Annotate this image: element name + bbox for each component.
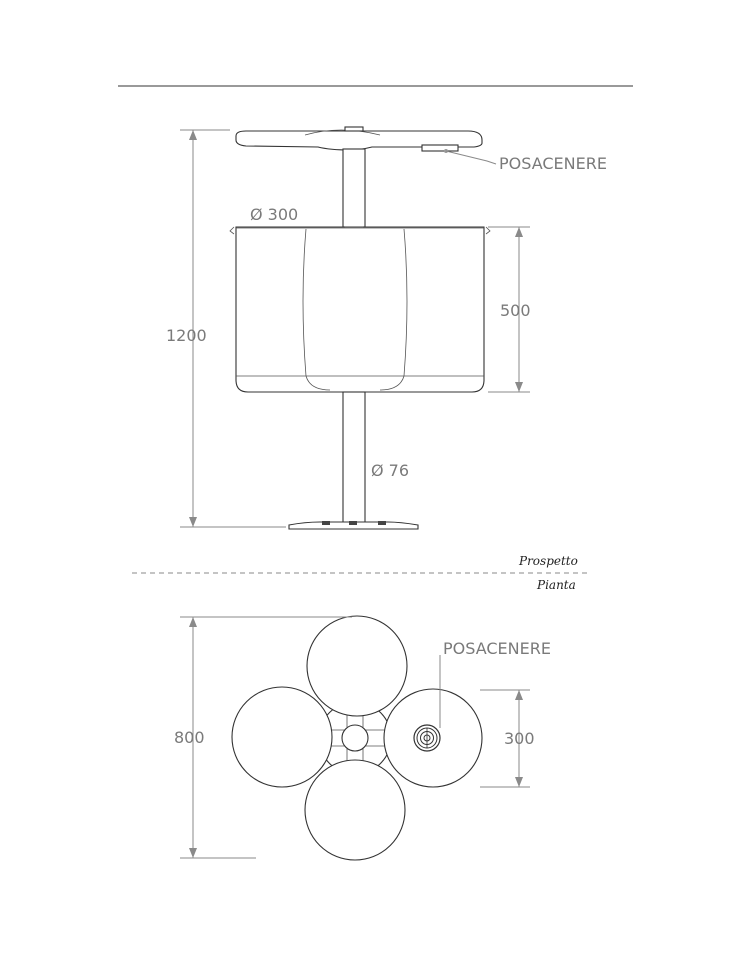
base-plate — [289, 521, 418, 529]
lower-pole — [343, 392, 365, 525]
elevation-view — [180, 127, 530, 529]
ashtray-leader — [446, 151, 496, 164]
plan-bin-diameter-label: 300 — [504, 729, 535, 748]
plan-view-name: Pianta — [537, 578, 576, 592]
plan-ashtray-label: POSACENERE — [443, 639, 551, 658]
elevation-view-name: Prospetto — [519, 554, 578, 568]
ashtray-box — [422, 145, 458, 151]
plan-bin-bottom — [305, 760, 405, 860]
pole-diameter-label: Ø 76 — [371, 461, 410, 480]
plan-ashtray — [414, 725, 440, 751]
total-height-label: 1200 — [166, 326, 207, 345]
bin-diameter-label: Ø 300 — [250, 205, 299, 224]
elevation-ashtray-label: POSACENERE — [499, 154, 607, 173]
plan-bin-left — [232, 687, 332, 787]
upper-pole — [343, 149, 365, 227]
bin-height-label: 500 — [500, 301, 531, 320]
plan-bin-top — [307, 616, 407, 716]
overall-width-label: 800 — [174, 728, 205, 747]
bin-body — [230, 227, 490, 392]
